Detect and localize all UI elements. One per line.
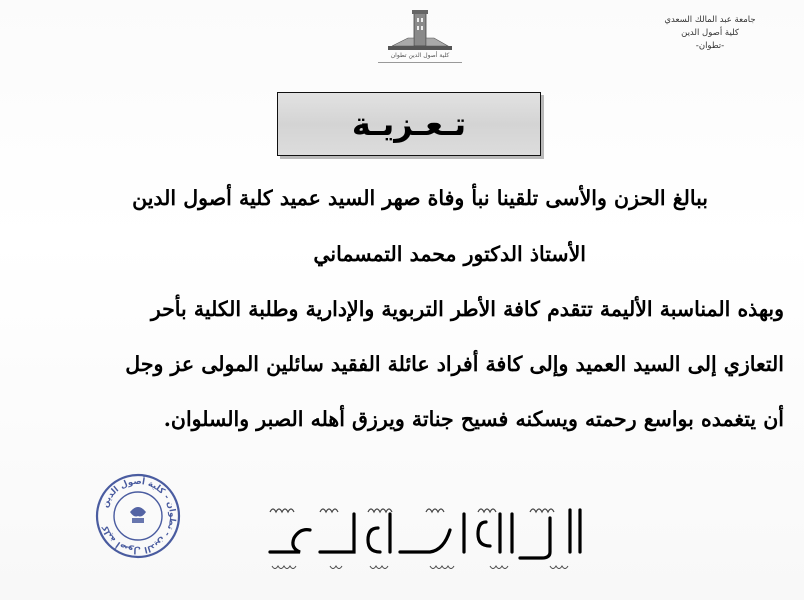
university-name: جامعة عبد المالك السعدي bbox=[664, 15, 756, 25]
body-line-2: الأستاذ الدكتور محمد التمسماني bbox=[313, 242, 586, 266]
body-line-3: وبهذه المناسبة الأليمة تتقدم كافة الأطر التربوية والإدارية وطلبة الكلية بأحر bbox=[150, 297, 784, 321]
logo-caption: كلية أصول الدين تطوان bbox=[390, 52, 450, 59]
seal-stamp-icon bbox=[94, 472, 182, 560]
calligraphy-verse-image bbox=[250, 500, 610, 580]
official-seal bbox=[94, 472, 182, 560]
document-title: تـعـزيـة bbox=[351, 105, 467, 143]
body-line-4: التعازي إلى السيد العميد وإلى كافة أفراد عائلة الفقيد سائلين المولى عز وجل bbox=[125, 352, 784, 376]
title-box bbox=[277, 92, 541, 156]
faculty-logo bbox=[378, 8, 462, 68]
city-name: -تطوان- bbox=[695, 41, 725, 51]
university-header bbox=[640, 14, 780, 53]
faculty-name: كلية أصول الدين bbox=[681, 28, 739, 38]
svg-text:كلية أصول الدين - تطوان - كلية: كلية أصول الدين - تطوان - كلية أصول الدين bbox=[100, 476, 178, 556]
body-line-1: ببالغ الحزن والأسى تلقينا نبأ وفاة صهر السيد عميد كلية أصول الدين bbox=[132, 186, 708, 210]
logo-divider bbox=[378, 62, 462, 66]
calligraphy-verse bbox=[250, 500, 610, 580]
tower-logo-icon bbox=[378, 8, 462, 52]
body-line-5: أن يتغمده بواسع رحمته ويسكنه فسيح جناتة ويرزق أهله الصبر والسلوان. bbox=[163, 407, 784, 431]
